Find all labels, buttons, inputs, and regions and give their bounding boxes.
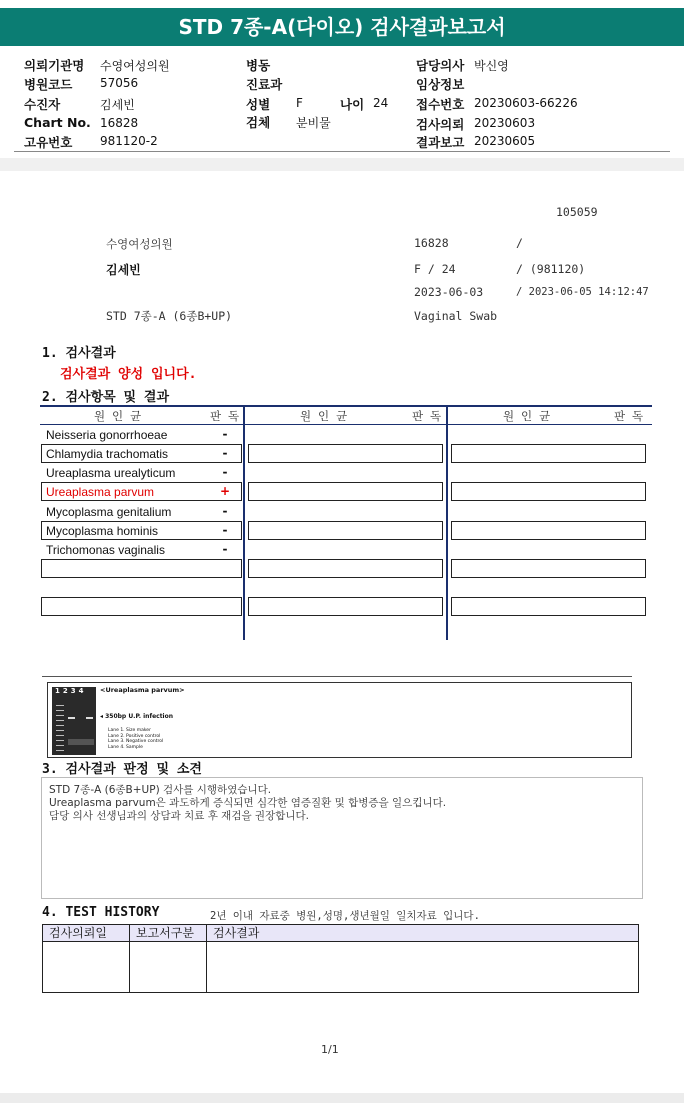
finding-line: STD 7종-A (6종B+UP) 검사를 시행하였습니다. [49,784,272,796]
label-slash: / [516,236,523,250]
history-col-request-date: 검사의뢰일 [42,924,130,942]
empty-cell [248,559,443,578]
empty-cell [451,559,646,578]
history-col-result: 검사결과 [206,924,639,942]
empty-cell [248,521,443,540]
gel-legend-item: Lane 4. Sample [108,744,143,750]
gel-band [68,717,75,719]
empty-cell [451,597,646,616]
gel-legend [108,728,163,750]
pathogen-result-positive: + [219,484,231,498]
history-note: 2년 이내 자료중 병원,성명,생년월일 일치자료 입니다. [210,910,480,922]
pathogen-result: - [222,523,228,537]
label-request-date: 2023-06-03 [414,285,484,299]
pathogen-result: - [222,542,228,556]
section3-heading: 3. 검사결과 판정 및 소견 [42,762,202,777]
lane-number: 3 [70,687,79,695]
value-request-date: 20230603 [474,116,536,130]
empty-cell [41,559,242,578]
label-referring-institution: 의뢰기관명 [24,58,85,73]
label-test-name: STD 7종-A (6종B+UP) [106,309,233,323]
history-cell [42,941,130,993]
empty-cell [451,444,646,463]
col-header-result-1: 판 독 [210,409,240,423]
lane-number: 4 [78,687,87,695]
table-col-divider-2 [446,405,448,640]
gel-title: <Ureaplasma parvum> [100,686,185,694]
value-age: 24 [373,96,389,110]
pathogen-result: - [222,504,228,518]
pathogen-name: Chlamydia trachomatis [46,447,169,461]
report-title: STD 7종-A(다이오) 검사결과보고서 [178,15,506,39]
label-birth: / (981120) [516,262,586,276]
gel-band [86,717,93,719]
finding-line: Ureaplasma parvum은 과도하게 증식되면 심각한 염증질환 및 합병증을 일으킵니다. [49,797,447,809]
col-header-pathogen-1: 원 인 균 [94,409,142,423]
arrow-icon: ◂ [100,713,106,720]
label-report-datetime: / 2023-06-05 14:12:47 [516,286,649,298]
pathogen-result: - [222,446,228,460]
pathogen-result: - [222,465,228,479]
empty-cell [451,482,646,501]
gel-ladder [56,701,64,751]
empty-cell [451,521,646,540]
table-header-border [40,424,652,425]
label-sex: 성별 [246,97,271,112]
page-number: 1/1 [321,1043,339,1056]
label-clinic: 수영여성의원 [106,237,173,251]
label-ward: 병동 [246,58,271,73]
label-request-date: 검사의뢰 [416,117,465,132]
col-header-pathogen-2: 원 인 균 [300,409,348,423]
history-col-report-type: 보고서구분 [129,924,207,942]
pathogen-name: Ureaplasma urealyticum [46,466,176,480]
lane-number: 2 [62,687,71,695]
value-hospital-code: 57056 [100,76,139,90]
value-referring-institution: 수영여성의원 [100,59,170,73]
col-header-pathogen-3: 원 인 균 [503,409,551,423]
label-report-date: 결과보고 [416,135,465,150]
col-header-result-3: 판 독 [614,409,644,423]
label-patient: 수진자 [24,97,61,112]
gel-legend-item: Lane 1. Size maker [108,728,151,733]
label-chart-no: Chart No. [24,115,91,130]
result-summary: 검사결과 양성 입니다. [60,367,197,382]
empty-cell [248,482,443,501]
value-sex: F [296,96,303,110]
pathogen-name: Mycoplasma genitalium [46,505,172,519]
history-cell [129,941,207,993]
gel-image [52,687,96,755]
gel-legend-item: Lane 3. Negative control [108,739,164,744]
label-unique-no: 고유번호 [24,135,73,150]
pathogen-name: Mycoplasma hominis [46,524,159,538]
gel-panel [47,682,632,758]
pathogen-name-positive: Ureaplasma parvum [46,485,155,499]
empty-cell [248,597,443,616]
label-receipt-no: 접수번호 [416,97,465,112]
pathogen-name: Neisseria gonorrhoeae [46,428,168,442]
pathogen-name: Trichomonas vaginalis [46,543,165,557]
label-age: 나이 [340,97,365,112]
table-top-border [40,405,652,407]
bottom-band [0,1093,684,1103]
gel-band-label-row [100,713,173,720]
label-clinical-info: 임상정보 [416,77,465,92]
value-unique-no: 981120-2 [100,134,158,148]
label-department: 진료과 [246,77,283,92]
findings-box [41,777,643,899]
table-col-divider-1 [243,405,245,640]
label-chart: 16828 [414,236,449,250]
value-specimen: 분비물 [296,116,331,130]
gel-band-label: 350bp U.P. infection [105,713,174,720]
label-sex-age: F / 24 [414,262,456,276]
label-code: 105059 [556,205,598,219]
empty-cell [41,597,242,616]
empty-cell [248,444,443,463]
gel-primer-dimer [68,739,94,745]
label-patient: 김세빈 [106,263,141,277]
header-divider [14,151,670,152]
label-hospital-code: 병원코드 [24,77,73,92]
pathogen-result: - [222,427,228,441]
section1-heading: 1. 검사결과 [42,346,116,361]
section4-heading: 4. TEST HISTORY [42,905,160,920]
value-report-date: 20230605 [474,134,536,148]
col-header-result-2: 판 독 [412,409,442,423]
lane-number: 1 [55,687,63,695]
value-receipt-no: 20230603-66226 [474,96,578,110]
value-patient: 김세빈 [100,98,135,112]
label-doctor: 담당의사 [416,58,465,73]
gel-legend-item: Lane 2. Positive control [108,733,161,739]
value-doctor: 박신영 [474,59,509,73]
label-specimen: 검체 [246,115,271,130]
value-chart-no: 16828 [100,116,139,130]
gel-divider [42,676,632,677]
section2-heading: 2. 검사항목 및 결과 [42,390,170,405]
history-cell [206,941,639,993]
header-band [0,158,684,171]
label-specimen-type: Vaginal Swab [414,309,498,323]
finding-line: 담당 의사 선생님과의 상담과 치료 후 재검을 권장합니다. [49,810,309,822]
